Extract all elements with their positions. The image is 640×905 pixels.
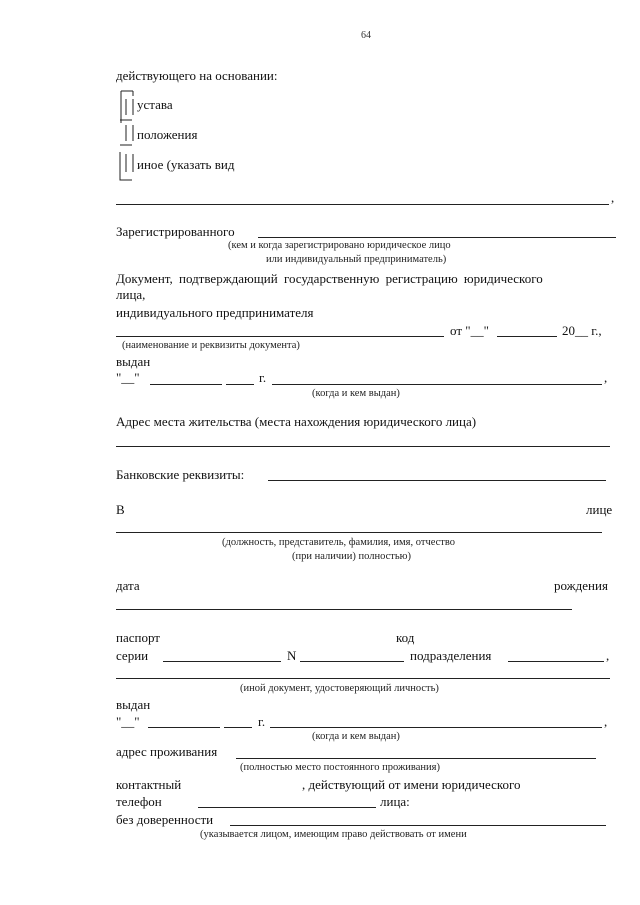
option-charter-label: устава [137,97,173,112]
passport-issued-hint: (когда и кем выдан) [312,731,400,742]
doc-month-line[interactable] [497,336,557,337]
passport-code-line[interactable] [508,661,604,662]
passport-subdivision-label: подразделения [410,648,492,663]
residence-label: адрес проживания [116,744,218,759]
passport-date-label: "__" [116,714,140,729]
page-number: 64 [361,30,371,41]
doc-line-1: Документ, подтверждающий государственную регистрацию юридического [116,271,543,286]
birth-date-label: дата [116,578,140,593]
bank-label: Банковские реквизиты: [116,467,245,482]
passport-series-line[interactable] [163,661,281,662]
registration-hint-1: (кем и когда зарегистрировано юридическое лицо [228,240,451,251]
passport-number-line[interactable] [300,661,404,662]
basis-other-line[interactable] [116,204,609,205]
address-line[interactable] [116,446,610,447]
option-other-label: иное (указать вид [137,157,235,172]
doc-issued-hint: (когда и кем выдан) [312,388,400,399]
address-label: Адрес места жительства (места нахождения юридического лица) [116,414,477,429]
doc-issued-label: выдан [116,354,151,369]
no-power-line[interactable] [230,825,606,826]
person-hint-1: (должность, представитель, фамилия, имя, отчество [222,537,456,548]
doc-month-issued-line[interactable] [150,384,222,385]
registration-line[interactable] [258,237,616,238]
doc-line-2: лица, [116,287,146,302]
doc-issued-by-line[interactable] [272,384,602,385]
no-power-hint: (указывается лицом, имеющим право действовать от имени [200,829,467,840]
doc-name-line[interactable] [116,336,444,337]
option-regulation-label: положения [137,127,198,142]
basis-trailing-comma: , [611,190,615,205]
birth-line[interactable] [116,609,572,610]
doc-from-label: от "__" [450,323,489,338]
passport-series-label: серии [116,648,149,663]
doc-date-label: "__" [116,370,140,385]
contact-phone-label: телефон [116,794,162,809]
other-doc-line[interactable] [116,678,610,679]
contact-phone-line[interactable] [198,807,376,808]
registration-label: Зарегистрированного [116,224,235,239]
passport-issued-label: выдан [116,697,151,712]
bank-line[interactable] [268,480,606,481]
registration-hint-2: или индивидуальный предприниматель) [266,254,447,265]
passport-year-g: г. [258,714,266,729]
passport-month-issued-line[interactable] [148,727,220,728]
doc-year-issued-line[interactable] [226,384,254,385]
person-in-label: В [116,502,125,517]
other-doc-hint: (иной документ, удостоверяющий личность) [240,683,439,694]
checkbox-charter[interactable] [119,90,135,124]
residence-line[interactable] [236,758,596,759]
doc-hint: (наименование и реквизиты документа) [122,340,300,351]
doc-year-g: г. [259,370,267,385]
contact-face-label: лица: [380,794,410,809]
passport-label: паспорт [116,630,160,645]
passport-issued-comma: , [604,714,608,729]
passport-comma: , [606,648,610,663]
contact-acting-label: , действующий от имени юридического [302,777,521,792]
passport-code-label: код [396,630,415,645]
checkbox-regulation[interactable] [119,123,135,149]
no-power-label: без доверенности [116,812,214,827]
person-line[interactable] [116,532,602,533]
doc-comma: , [604,370,608,385]
person-face-label: лице [586,502,613,517]
passport-n-label: N [287,648,297,663]
birth-birth-label: рождения [554,578,608,593]
checkbox-other[interactable] [119,150,135,182]
passport-year-issued-line[interactable] [224,727,252,728]
residence-hint: (полностью место постоянного проживания) [240,762,440,773]
doc-line-3: индивидуального предпринимателя [116,305,314,320]
basis-intro: действующего на основании: [116,68,278,83]
person-hint-2: (при наличии) полностью) [292,551,411,562]
passport-issued-by-line[interactable] [270,727,602,728]
doc-year-label: 20__ г., [562,323,602,338]
contact-label: контактный [116,777,182,792]
